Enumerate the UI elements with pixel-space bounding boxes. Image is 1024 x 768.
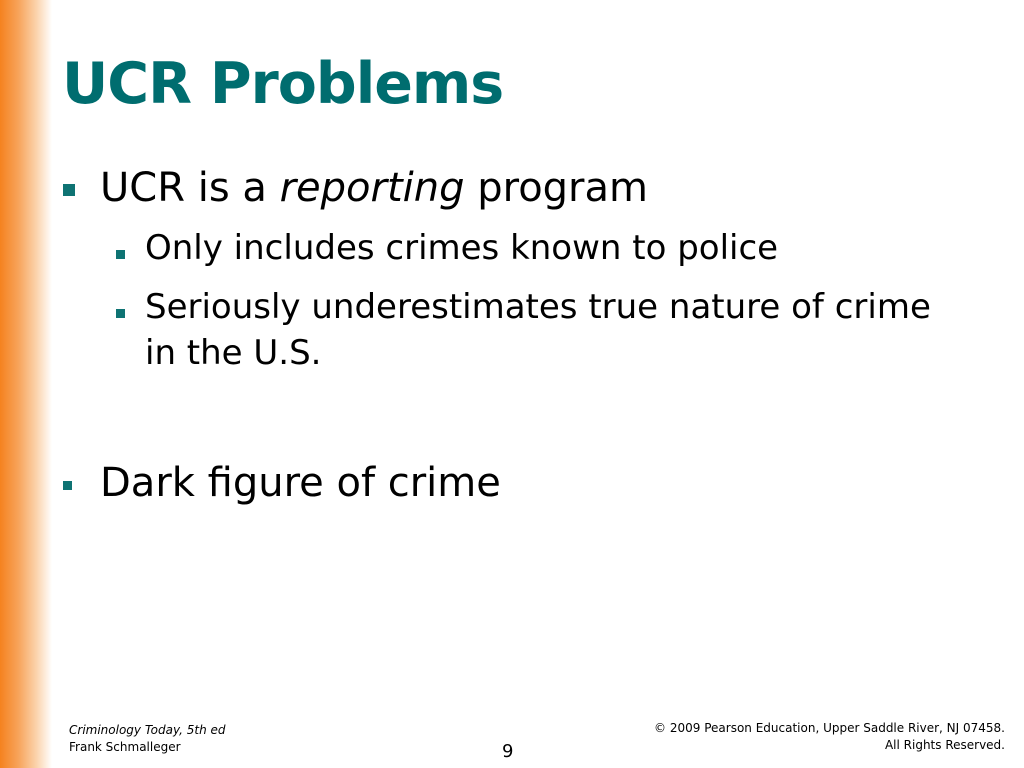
sub-bullet-square-icon [116,250,125,259]
bullet-text-prefix: UCR is a [100,165,280,211]
slide-side-accent-bar [0,0,52,768]
sub-bullet-item-underestimates: Seriously underestimates true nature of crime in the U.S. [145,287,931,373]
footer-copyright [654,720,1005,754]
footer-book-info [69,722,226,756]
bullet-square-icon [63,481,72,490]
bullet-square-icon [63,184,75,196]
page-number: 9 [502,741,514,762]
footer-book-title: Criminology Today, 5th ed [69,723,226,737]
footer-author: Frank Schmalleger [69,740,181,754]
bullet-item-reporting-program [100,163,648,213]
bullet-item-dark-figure: Dark figure of crime [100,460,501,506]
slide-title: UCR Problems [62,51,504,117]
bullet-text-emphasis: reporting [279,165,465,211]
bullet-text-suffix: program [464,165,648,211]
sub-bullet-item-known-crimes: Only includes crimes known to police [145,228,779,268]
footer-copyright-line1: © 2009 Pearson Education, Upper Saddle River, NJ 07458. [654,721,1005,735]
sub-bullet-square-icon [116,309,125,318]
footer-copyright-line2: All Rights Reserved. [884,738,1005,752]
